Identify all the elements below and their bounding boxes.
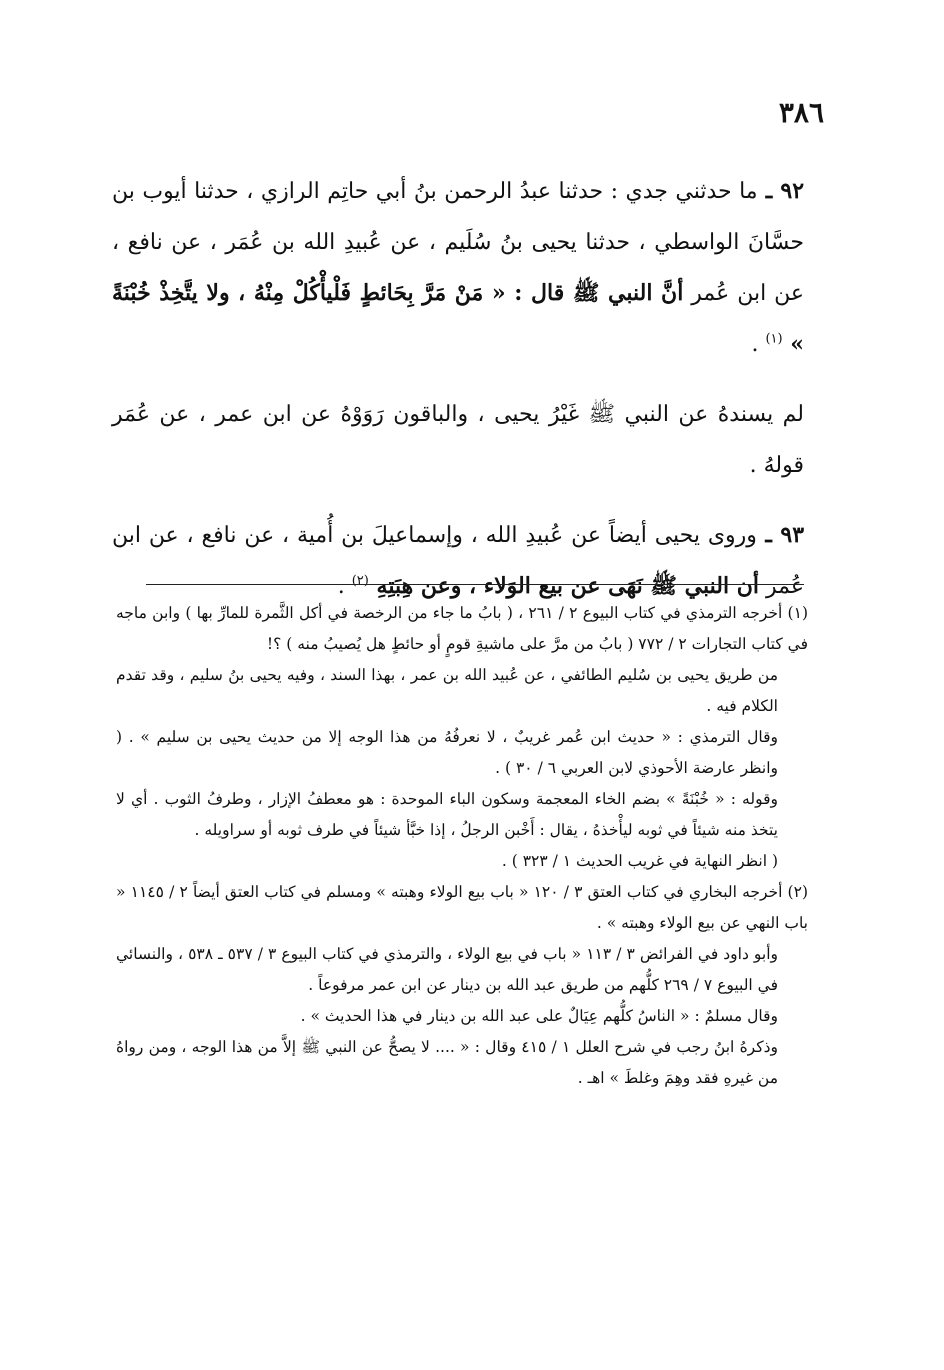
- matn-text: أنَّ النبي ﷺ قال : « مَنْ مَرَّ بِحَائطٍ فَلْيأْكُلْ مِنْهُ ، ولا يتَّخِذْ خُبْنَةً »: [112, 280, 804, 357]
- commentary-text: لم يسندهُ عن النبي ﷺ غَيْرُ يحيى ، والباقون رَوَوْهُ عن ابن عمر ، عن عُمَر قولهُ .: [112, 402, 804, 478]
- footnote-line: ( انظر النهاية في غريب الحديث ١ / ٣٢٣ ) .: [501, 852, 778, 870]
- footnote-line: وقال الترمذي : « حديث ابن عُمر غريبٌ ، لا نعرفُهُ من هذا الوجه إلا من حديث يحيى بن سليم » . ( وانظر عارضة الأحوذي لابن العربي ٦ / ٣٠ ) .: [116, 728, 778, 777]
- footnote-line: وقوله : « خُبْنَةً » بضم الخاء المعجمة وسكون الباء الموحدة : هو معطفُ الإزار ، وطرفُ الثوب . أي لا يتخذ منه شيئاً في ثوبه ليأْخذهُ ، يقال : أَخْبن الرجلُ ، إذا خبَّأ شيئاً في طرف ثوبه أو سراويله .: [116, 790, 778, 839]
- footnote-line: (٢) أخرجه البخاري في كتاب العتق ٣ / ١٢٠ « باب بيع الولاء وهبته » ومسلم في كتاب العتق أيضاً ٢ / ١١٤٥ « باب النهي عن بيع الولاء وهبته » .: [116, 883, 808, 932]
- page-number: ٣٨٦: [778, 96, 824, 129]
- footnote-ref: (١): [765, 331, 783, 347]
- commentary-paragraph: [112, 389, 804, 491]
- sentence-end: .: [751, 332, 766, 357]
- hadith-92: [112, 166, 804, 370]
- footnote-2: [116, 877, 808, 1094]
- footnote-line: (١) أخرجه الترمذي في كتاب البيوع ٢ / ٢٦١ ، ( بابُ ما جاء من الرخصة في أكل الثَّمرة للمارِّ بها ) وابن ماجه في كتاب التجارات ٢ / ٧٧٢ ( بابُ من مرَّ على ماشيةِ قومٍ أو حائطٍ هل يُصيبُ منه ) ؟!: [116, 604, 808, 653]
- hadith-number: ٩٣ ـ: [756, 522, 805, 548]
- isnad-text: وروى يحيى أيضاً عن عُبيدِ الله ، وإسماعيلَ بن أُمية ، عن نافع ، عن ابن عُمر: [112, 523, 804, 599]
- footnote-line: وقال مسلمٌ : « الناسُ كلُّهم عِيَالٌ على عبد الله بن دينار في هذا الحديث » .: [300, 1007, 778, 1025]
- footnote-divider: [146, 584, 804, 585]
- footnote-line: وذكرهُ ابنُ رجب في شرح العلل ١ / ٤١٥ وقال : « .... لا يصحُّ عن النبي ﷺ إلاَّ من هذا الوجه ، ومن رواهُ من غيرهِ فقد وهِمَ وغلطَ » اهـ .: [116, 1038, 779, 1087]
- hadith-number: ٩٢ ـ: [757, 178, 805, 204]
- sentence-end: .: [337, 574, 352, 599]
- footnote-1: [116, 598, 808, 877]
- footnote-line: من طريق يحيى بن سُليم الطائفي ، عن عُبيد الله بن عمر ، بهذا السند ، وفيه يحيى بنُ سليم ، وقد تقدم الكلام فيه .: [116, 666, 778, 715]
- matn-text: أن النبي ﷺ نَهَى عن بيع الوَلاء ، وعن هِبَتِهِ: [368, 573, 760, 599]
- footnotes: [116, 598, 808, 1094]
- main-text: [112, 166, 804, 631]
- hadith-93: [112, 510, 804, 612]
- footnote-line: وأبو داود في الفرائض ٣ / ١١٣ « باب في بيع الولاء ، والترمذي في كتاب البيوع ٣ / ٥٣٧ ـ ٥٣٨ ، والنسائي في البيوع ٧ / ٢٦٩ كلُّهم من طريق عبد الله بن دينار عن ابن عمر مرفوعاً .: [116, 945, 779, 994]
- isnad-text: ما حدثني جدي : حدثنا عبدُ الرحمن بنُ أبي حاتِم الرازي ، حدثنا أيوب بن حسَّانَ الواسطي ، حدثنا يحيى بنُ سُلَيم ، عن عُبيدِ الله بن عُمَر ، عن نافع ، عن ابن عُمر: [112, 179, 804, 306]
- footnote-ref: (٢): [351, 573, 369, 589]
